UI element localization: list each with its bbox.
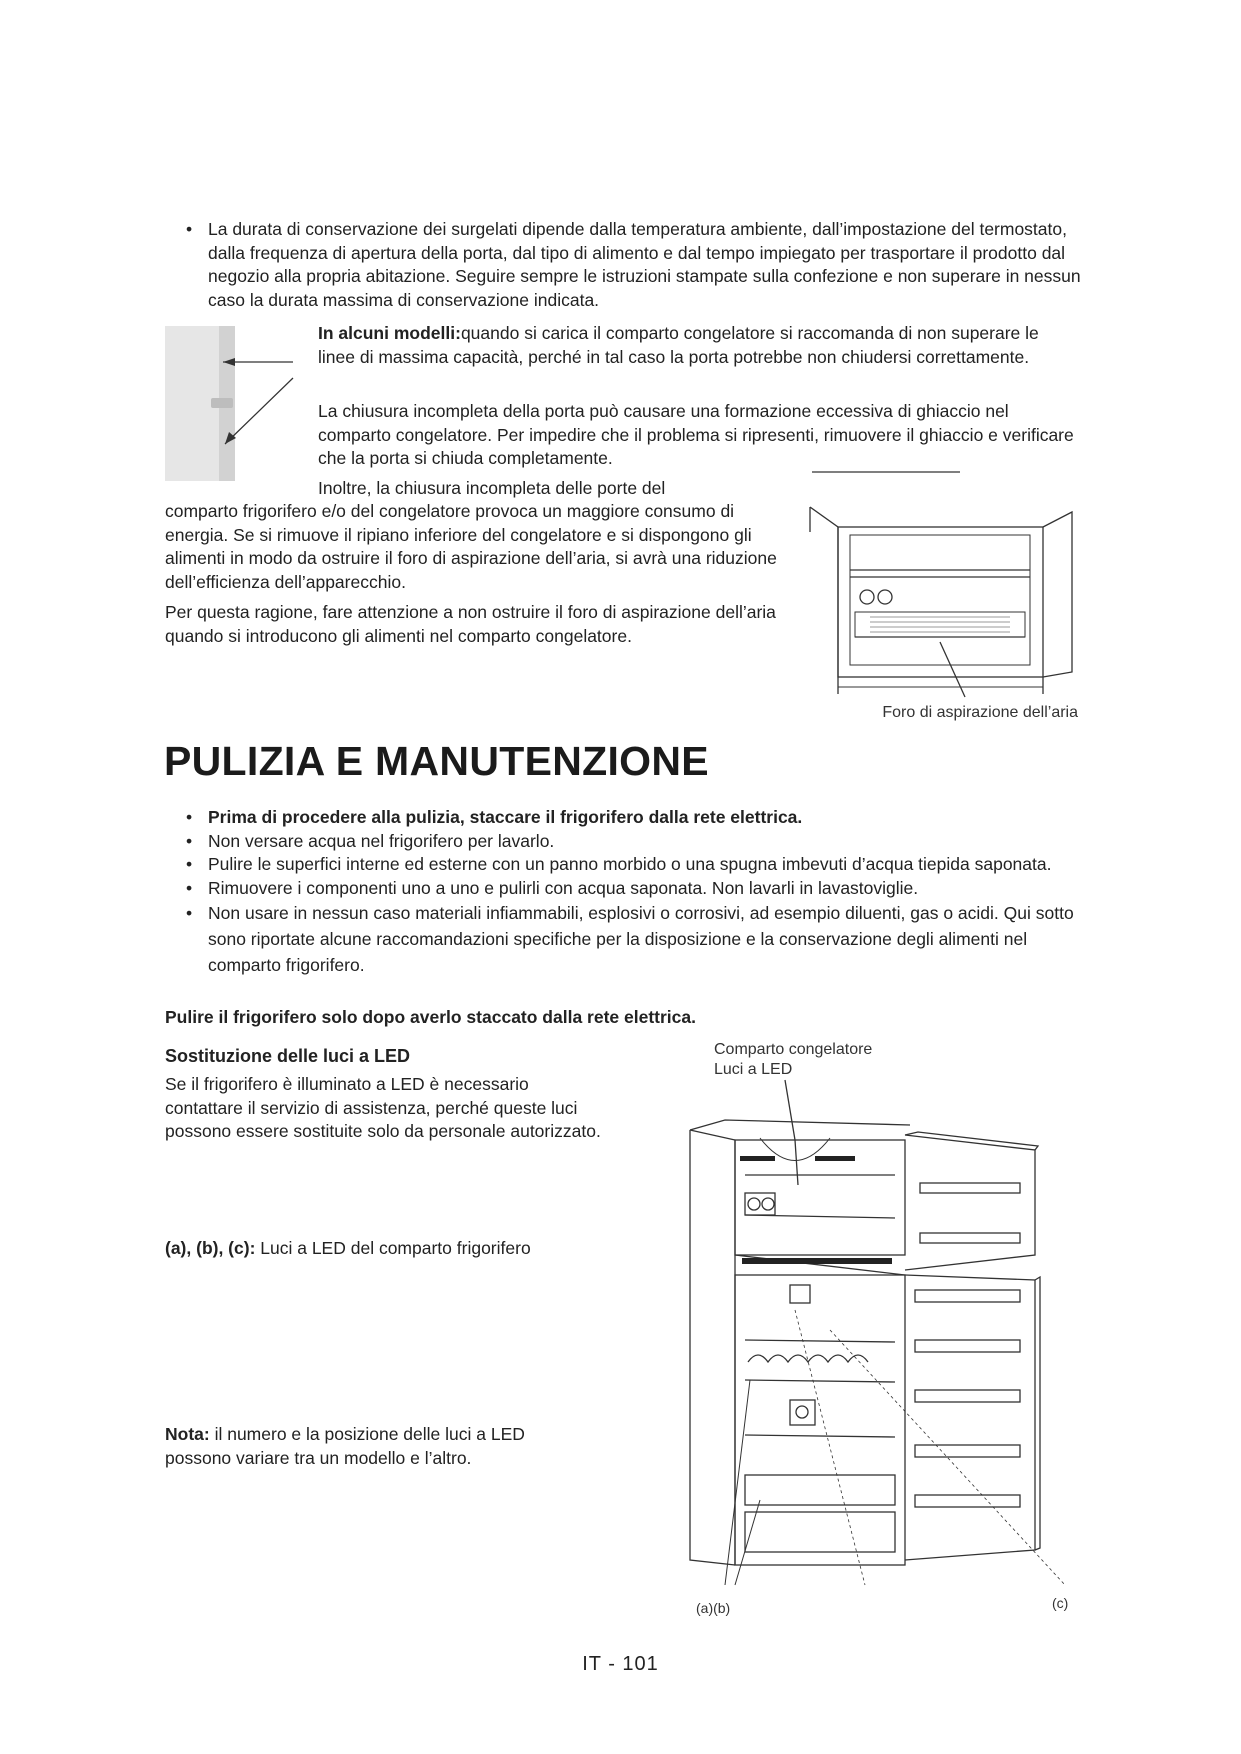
- models-note: [318, 322, 1078, 369]
- label-ab: (a)(b): [696, 1600, 731, 1616]
- incomplete-closing-text: La chiusura incompleta della porta può causare una formazione eccessiva di ghiaccio nel comparto congelatore. Per impedire che il problema si ripresenti, rimuovere il ghiaccio e verificare che la porta si chiuda completamente.: [318, 401, 1074, 468]
- led-text: Se il frigorifero è illuminato a LED è necessario contattare il servizio di assistenza, perché queste luci possono essere sostituite solo da personale autorizzato.: [165, 1074, 601, 1141]
- storage-bullet: [186, 218, 1108, 312]
- also-paragraph: comparto frigorifero e/o del congelatore provoca un maggiore consumo di energia. Se si rimuove il ripiano inferiore del congelatore e si dispongono gli alimenti in modo da ostruire il foro di aspirazione dell’aria, si avrà una riduzione dell’efficienza dell’apparecchio.: [165, 501, 777, 592]
- reason-paragraph: Per questa ragione, fare attenzione a non ostruire il foro di aspirazione dell’aria quando si introducono gli alimenti nel comparto congelatore.: [165, 602, 776, 646]
- fridge-led-illustration: [690, 1080, 1070, 1610]
- list-item: • Rimuovere i componenti uno a uno e pulirli con acqua saponata. Non lavarli in lavastoviglie.: [186, 877, 919, 898]
- cleaning-list: [186, 806, 1076, 978]
- section-title: PULIZIA E MANUTENZIONE: [164, 738, 709, 784]
- list-item: • Prima di procedere alla pulizia, staccare il frigorifero dalla rete elettrica.: [186, 807, 803, 827]
- freezer-led-caption-1: Comparto congelatore: [714, 1041, 873, 1058]
- list-item: • Non usare in nessun caso materiali infiammabili, esplosivi o corrosivi, ad esempio diluenti, gas o acidi. Qui sotto sono riportate alcune raccomandazioni specifiche per la disposizione e la conservazione degli alimenti nel comparto frigorifero.: [186, 903, 1074, 975]
- bullet-dot: •: [186, 219, 193, 239]
- page-number: IT - 101: [582, 1653, 659, 1675]
- models-label: In alcuni modelli:: [318, 323, 461, 343]
- note-paragraph: Nota: il numero e la posizione delle luci a LED possono variare tra un modello e l’altro.: [165, 1424, 525, 1468]
- freezer-compartment-illustration: [810, 472, 1080, 702]
- storage-bullet-text: La durata di conservazione dei surgelati dipende dalla temperatura ambiente, dall’impostazione del termostato, dalla frequenza di apertura della porta, dal tipo di alimento e dal tempo impiegato per trasportare il prodotto dal negozio alla propria abitazione. Seguire sempre le istruzioni stampate sulla confezione e non superare in nessun caso la durata massima di conservazione indicata.: [208, 219, 1081, 310]
- led-heading: Sostituzione delle luci a LED: [165, 1046, 411, 1066]
- list-item: • Non versare acqua nel frigorifero per lavarlo.: [186, 830, 555, 851]
- also-line-1: Inoltre, la chiusura incompleta delle porte del: [318, 478, 666, 498]
- list-item: • Pulire le superfici interne ed esterne con un panno morbido o una spugna imbevuti d’acqua tiepida saponata.: [186, 854, 1052, 874]
- label-c: (c): [1052, 1595, 1069, 1611]
- door-capacity-illustration: [165, 326, 305, 486]
- unplug-warning: Pulire il frigorifero solo dopo averlo staccato dalla rete elettrica.: [165, 1007, 696, 1027]
- freezer-led-caption-2: Luci a LED: [714, 1061, 793, 1078]
- air-hole-caption: Foro di aspirazione dell’aria: [882, 704, 1078, 721]
- models-text: quando si carica il comparto congelatore si raccomanda di non superare le linee di massima capacità, perché in tal caso la porta potrebbe non chiudersi correttamente.: [318, 323, 1039, 367]
- abc-caption: (a), (b), (c): Luci a LED del comparto frigorifero: [165, 1238, 531, 1258]
